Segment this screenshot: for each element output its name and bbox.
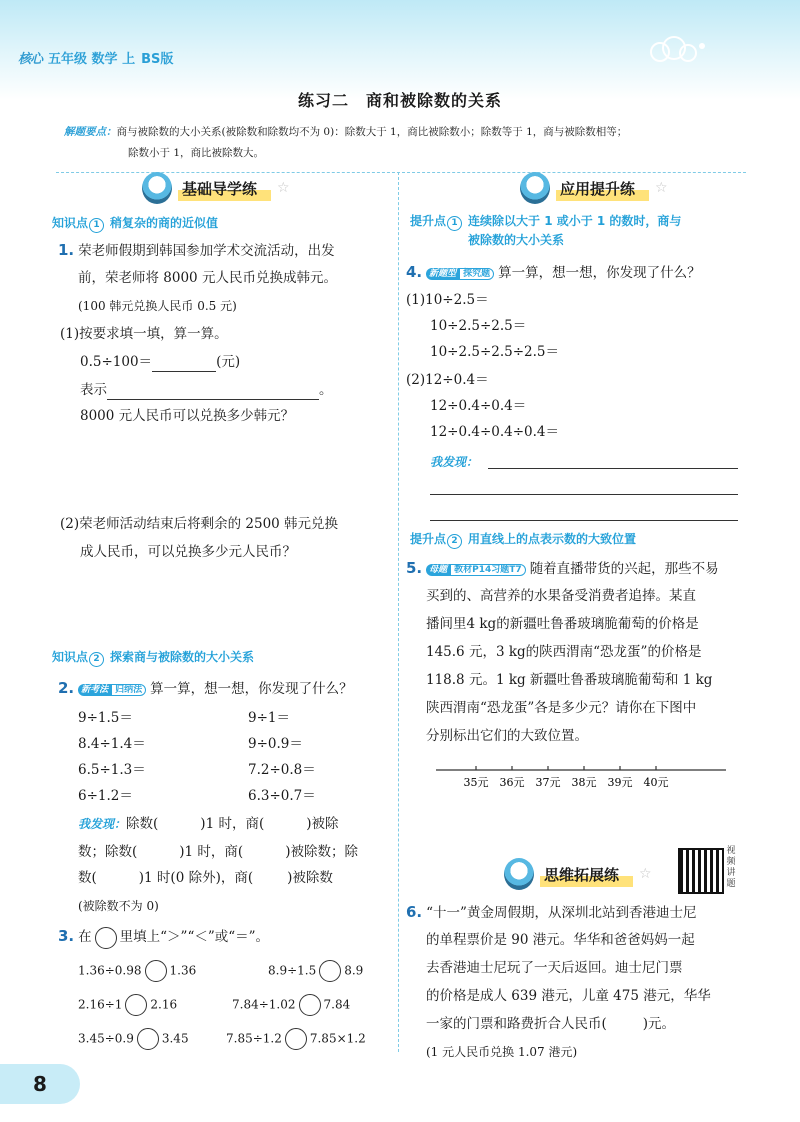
q5-line7: 分别标出它们的大致位置。: [426, 728, 588, 744]
q6-line1: [406, 902, 696, 923]
topic-number: 1: [89, 218, 104, 233]
q2-row-2-a: 8.4÷1.4＝: [78, 736, 146, 752]
q5-line2: 买到的、高营养的水果备受消费者追捧。某直: [426, 588, 696, 604]
q1-line2: 前，荣老师将 8000 元人民币兑换成韩元。: [78, 270, 337, 286]
compare-circle: [95, 927, 117, 949]
answer-blank[interactable]: [107, 383, 319, 400]
q1-part2b: 成人民币，可以兑换多少元人民币？: [80, 544, 296, 560]
q2-found-3: 数( )1 时(0 除外)，商( )被除数: [78, 870, 333, 886]
q2-row-4-b: 6.3÷0.7＝: [248, 788, 316, 804]
q3-row-3-a: 3.45÷0.9 3.45: [78, 1028, 189, 1050]
q2-row-2-b: 9÷0.9＝: [248, 736, 303, 752]
answer-line[interactable]: [488, 468, 738, 469]
q2-found-2: 数；除数( )1 时，商( )被除数；除: [78, 844, 358, 860]
answer-blank[interactable]: [152, 355, 216, 372]
compare-circle[interactable]: [299, 994, 321, 1016]
topic-2-right: [410, 530, 636, 549]
q4-line-5: 12÷0.4÷0.4＝: [430, 398, 527, 414]
q3-row-2-b: 7.84÷1.02 7.84: [232, 994, 350, 1016]
q3-row-1-a: 1.36÷0.98 1.36: [78, 960, 196, 982]
star-icon: ☆: [277, 180, 290, 196]
unit-label: (元): [216, 354, 241, 370]
section-basic: [142, 172, 290, 204]
topic-2-left: [52, 648, 254, 667]
q2-row-3-b: 7.2÷0.8＝: [248, 762, 316, 778]
question-number: 5.: [406, 559, 423, 577]
q4-line-4: (2)12÷0.4＝: [406, 372, 489, 388]
star-icon: ☆: [655, 180, 668, 196]
period: 。: [319, 382, 333, 398]
qr-code-icon[interactable]: [678, 848, 724, 894]
number-line-tick-label: 37元: [535, 776, 561, 789]
question-number: 1.: [58, 241, 75, 259]
q6-line5: 一家的门票和路费折合人民币( )元。: [426, 1016, 676, 1032]
section-extension-title: 思维拓展练: [540, 862, 633, 887]
q4-found-label: 我发现：: [430, 455, 479, 469]
brand-logo: 核心: [18, 51, 43, 67]
new-method-badge: 新考法 归纳法: [78, 680, 146, 700]
q1-part2a: (2)荣老师活动结束后将剩余的 2500 韩元兑换: [60, 516, 339, 532]
topic-tag: 知识点: [52, 216, 89, 230]
topic-number: 2: [89, 652, 104, 667]
mother-problem-badge: 母题 教材P14习题T7: [426, 560, 526, 580]
keypoint-line1: 商与被除数的大小关系(被除数和除数均不为 0)：除数大于 1，商比被除数小；除数等于 1，商与被除数相等；: [116, 126, 628, 138]
topic-tag: 提升点: [410, 214, 447, 228]
section-applied: [520, 172, 668, 204]
q1-part1a: [80, 352, 240, 372]
compare-circle[interactable]: [125, 994, 147, 1016]
q5-line5: 118.8 元。1 kg 新疆吐鲁番玻璃脆葡萄和 1 kg: [426, 672, 713, 688]
topic-1-left: [52, 214, 218, 233]
new-type-badge: 新题型 探究题: [426, 264, 494, 284]
number-line[interactable]: [436, 766, 726, 794]
q2-row-4-a: 6÷1.2＝: [78, 788, 133, 804]
q1-part1c: 8000 元人民币可以兑换多少韩元？: [80, 408, 295, 424]
book-brand: [18, 46, 173, 68]
section-applied-title: 应用提升练: [556, 176, 649, 201]
topic-number: 1: [447, 216, 462, 231]
topic-tag: 知识点: [52, 650, 89, 664]
topic-text: 用直线上的点表示数的大致位置: [468, 532, 637, 546]
q3-row-2-a: 2.16÷1 2.16: [78, 994, 177, 1016]
q2-row-1-a: 9÷1.5＝: [78, 710, 133, 726]
q2-found-4: (被除数不为 0): [78, 899, 159, 913]
number-line-tick-label: 36元: [499, 776, 525, 789]
q3-stem: 3. 在 里填上“＞”“＜”或“＝”。: [58, 926, 269, 949]
keypoint-line2: 除数小于 1，商比被除数大。: [128, 147, 265, 159]
compare-circle[interactable]: [137, 1028, 159, 1050]
q4-line-2: 10÷2.5÷2.5＝: [430, 318, 527, 334]
q2-row-1-b: 9÷1＝: [248, 710, 290, 726]
number-line-tick-label: 35元: [463, 776, 489, 789]
q4-text: 算一算，想一想，你发现了什么？: [498, 265, 701, 281]
found-label: 我发现：: [78, 817, 127, 831]
q5-line3: 播间里4 kg的新疆吐鲁番玻璃脆葡萄的价格是: [426, 616, 699, 632]
q5-line4: 145.6 元，3 kg的陕西渭南“恐龙蛋”的价格是: [426, 644, 702, 660]
q2-stem: [58, 678, 353, 700]
star-icon: ☆: [639, 866, 652, 882]
topic-text: 探索商与被除数的大小关系: [110, 650, 255, 664]
qr-label: 视频讲题: [726, 846, 736, 889]
q5-line1: [406, 558, 719, 580]
q1-part1: (1)按要求填一填，算一算。: [60, 326, 228, 342]
topic-number: 2: [447, 534, 462, 549]
section-basic-title: 基础导学练: [178, 176, 271, 201]
q1-line1: [58, 240, 335, 261]
q4-line-6: 12÷0.4÷0.4÷0.4＝: [430, 424, 560, 440]
edition-label: BS版: [141, 51, 174, 67]
topic-text: 稍复杂的商的近似值: [110, 216, 219, 230]
q4-line-3: 10÷2.5÷2.5÷2.5＝: [430, 344, 560, 360]
answer-line[interactable]: [430, 520, 738, 521]
compare-circle[interactable]: [285, 1028, 307, 1050]
mascot-icon: [520, 172, 550, 204]
question-number: 6.: [406, 903, 423, 921]
q1-text-1: 荣老师假期到韩国参加学术交流活动，出发: [78, 243, 335, 259]
number-line-tick-label: 39元: [607, 776, 633, 789]
page-number: 8: [0, 1064, 80, 1104]
compare-circle[interactable]: [145, 960, 167, 982]
q3-row-3-b: 7.85÷1.2 7.85×1.2: [226, 1028, 366, 1050]
q2-row-3-a: 6.5÷1.3＝: [78, 762, 146, 778]
mascot-icon: [142, 172, 172, 204]
question-number: 3.: [58, 927, 75, 945]
section-extension: [504, 858, 652, 890]
mascot-icon: [504, 858, 534, 890]
topic-1-right: [410, 212, 681, 250]
compare-circle[interactable]: [319, 960, 341, 982]
number-line-tick-label: 38元: [571, 776, 597, 789]
q2-found-1: 我发现：除数( )1 时，商( )被除: [78, 816, 339, 832]
answer-line[interactable]: [430, 494, 738, 495]
q3-row-1-b: 8.9÷1.5 8.9: [268, 960, 363, 982]
q4-stem: [406, 262, 701, 284]
q1-line3: (100 韩元兑换人民币 0.5 元): [78, 299, 237, 313]
number-line-tick-label: 40元: [643, 776, 669, 789]
keypoint-label: 解题要点：: [64, 126, 117, 138]
q6-text-1: “十一”黄金周假期，从深圳北站到香港迪士尼: [426, 905, 697, 921]
q1-expression: 0.5÷100＝: [80, 354, 153, 370]
keypoint-text: [64, 122, 744, 164]
q6-line4: 的价格是成人 639 港元，儿童 475 港元，华华: [426, 988, 711, 1004]
q5-text-1: 随着直播带货的兴起，那些不易: [529, 561, 719, 577]
q6-line2: 的单程票价是 90 港元。华华和爸爸妈妈一起: [426, 932, 695, 948]
question-number: 4.: [406, 263, 423, 281]
question-number: 2.: [58, 679, 75, 697]
q1-part1b: [80, 380, 333, 400]
q6-line6: (1 元人民币兑换 1.07 港元): [426, 1045, 578, 1059]
q5-line6: 陕西渭南“恐龙蛋”各是多少元？请你在下图中: [426, 700, 697, 716]
cloud-decoration-icon: [640, 36, 710, 66]
column-divider: [398, 172, 399, 1052]
q2-text: 算一算，想一想，你发现了什么？: [150, 681, 353, 697]
grade-label: 五年级 数学 上: [48, 51, 136, 67]
topic-tag: 提升点: [410, 532, 447, 546]
q4-line-1: (1)10÷2.5＝: [406, 292, 489, 308]
meaning-label: 表示: [80, 382, 107, 398]
q6-line3: 去香港迪士尼玩了一天后返回。迪士尼门票: [426, 960, 683, 976]
topic-text: 连续除以大于 1 或小于 1 的数时，商与 被除数的大小关系: [468, 214, 682, 247]
page-title: 练习二 商和被除数的关系: [297, 91, 502, 110]
